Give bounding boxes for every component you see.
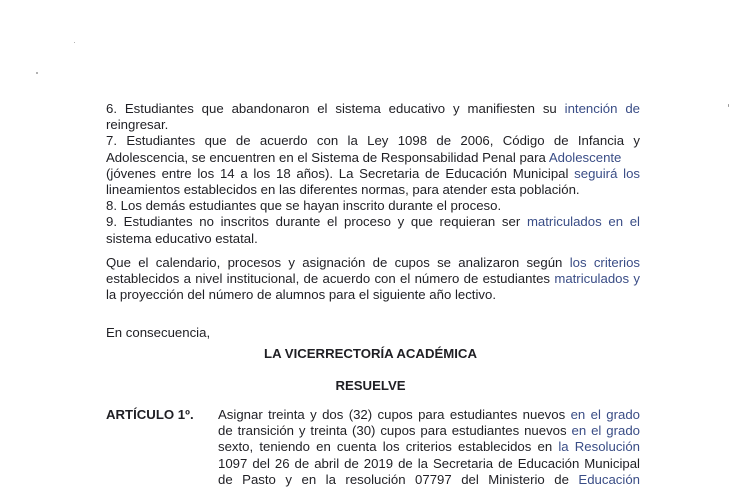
heading-resuelve: RESUELVE [335, 378, 406, 393]
text-line: 1097 del 26 de abril de 2019 de la Secretaria de Educación Municipal [218, 455, 640, 471]
text-run: Que el calendario, procesos y asignación de cupos se analizaron según [106, 255, 570, 270]
list-item-6 [106, 101, 640, 133]
text-line [218, 423, 640, 439]
text-run-ink: matriculados en el [526, 214, 640, 230]
text-run-ink: matriculados y [554, 271, 640, 287]
text-line: sistema educativo estatal. [106, 230, 258, 246]
text-run: establecidos a nivel institucional, de acuerdo con el número de estudiantes [106, 271, 555, 287]
text-run-ink: Educación [578, 471, 640, 487]
text-line [106, 255, 640, 271]
text-run-ink: Adolescente [548, 149, 622, 165]
list-item-8 [106, 198, 640, 214]
text-run-ink: seguirá los [574, 165, 640, 181]
text-run: sexto, teniendo en cuenta los criterios establecidos en [218, 439, 559, 455]
heading-vicerrectoria: LA VICERRECTORÍA ACADÉMICA [264, 346, 477, 361]
text-run: (jóvenes entre los 14 a los 18 años). La Secretaria de Educación Municipal [106, 165, 575, 181]
text-line [106, 101, 640, 117]
text-run-ink: los criterios [569, 255, 641, 270]
text-run: 6. Estudiantes que abandonaron el sistema educativo y manifiesten su [106, 101, 565, 116]
text-line [106, 150, 640, 166]
text-run-ink: intención de [564, 101, 641, 116]
list-item-9 [106, 214, 640, 246]
text-run: Adolescencia, se encuentren en el Sistema de Responsabilidad Penal para [106, 149, 549, 165]
text-run-ink: en el grado [571, 423, 640, 439]
en-consecuencia: En consecuencia, [106, 325, 211, 340]
scan-speck [36, 72, 38, 74]
text-run: 9. Estudiantes no inscritos durante el proceso y que requieran ser [106, 214, 527, 230]
text-line: 8. Los demás estudiantes que se hayan inscrito durante el proceso. [106, 198, 502, 214]
text-line [106, 214, 640, 230]
text-line: reingresar. [106, 117, 169, 133]
text-run-ink: en el grado [570, 407, 640, 422]
article-label: ARTÍCULO 1º. [106, 407, 194, 422]
text-line [106, 166, 640, 182]
text-line [218, 407, 640, 423]
text-line: lineamientos establecidos en las diferentes normas, para atender esta población. [106, 182, 580, 198]
scan-speck [728, 104, 729, 107]
text-run: de transición y treinta (30) cupos para estudiantes nuevos [218, 423, 572, 439]
article-body [218, 407, 640, 488]
text-run: de Pasto y en la resolución 07797 del Ministerio de [218, 471, 579, 487]
text-line [218, 439, 640, 455]
text-run-ink: la Resolución [558, 439, 641, 455]
scan-speck [74, 42, 75, 43]
considerando-paragraph [106, 255, 640, 304]
text-line: la proyección del número de alumnos para el siguiente año lectivo. [106, 287, 496, 303]
enumerated-list [106, 101, 640, 247]
text-line: 7. Estudiantes que de acuerdo con la Ley 1098 de 2006, Código de Infancia y [106, 133, 640, 149]
list-item-7 [106, 133, 640, 198]
text-line [106, 271, 640, 287]
text-run: Asignar treinta y dos (32) cupos para estudiantes nuevos [218, 407, 571, 422]
